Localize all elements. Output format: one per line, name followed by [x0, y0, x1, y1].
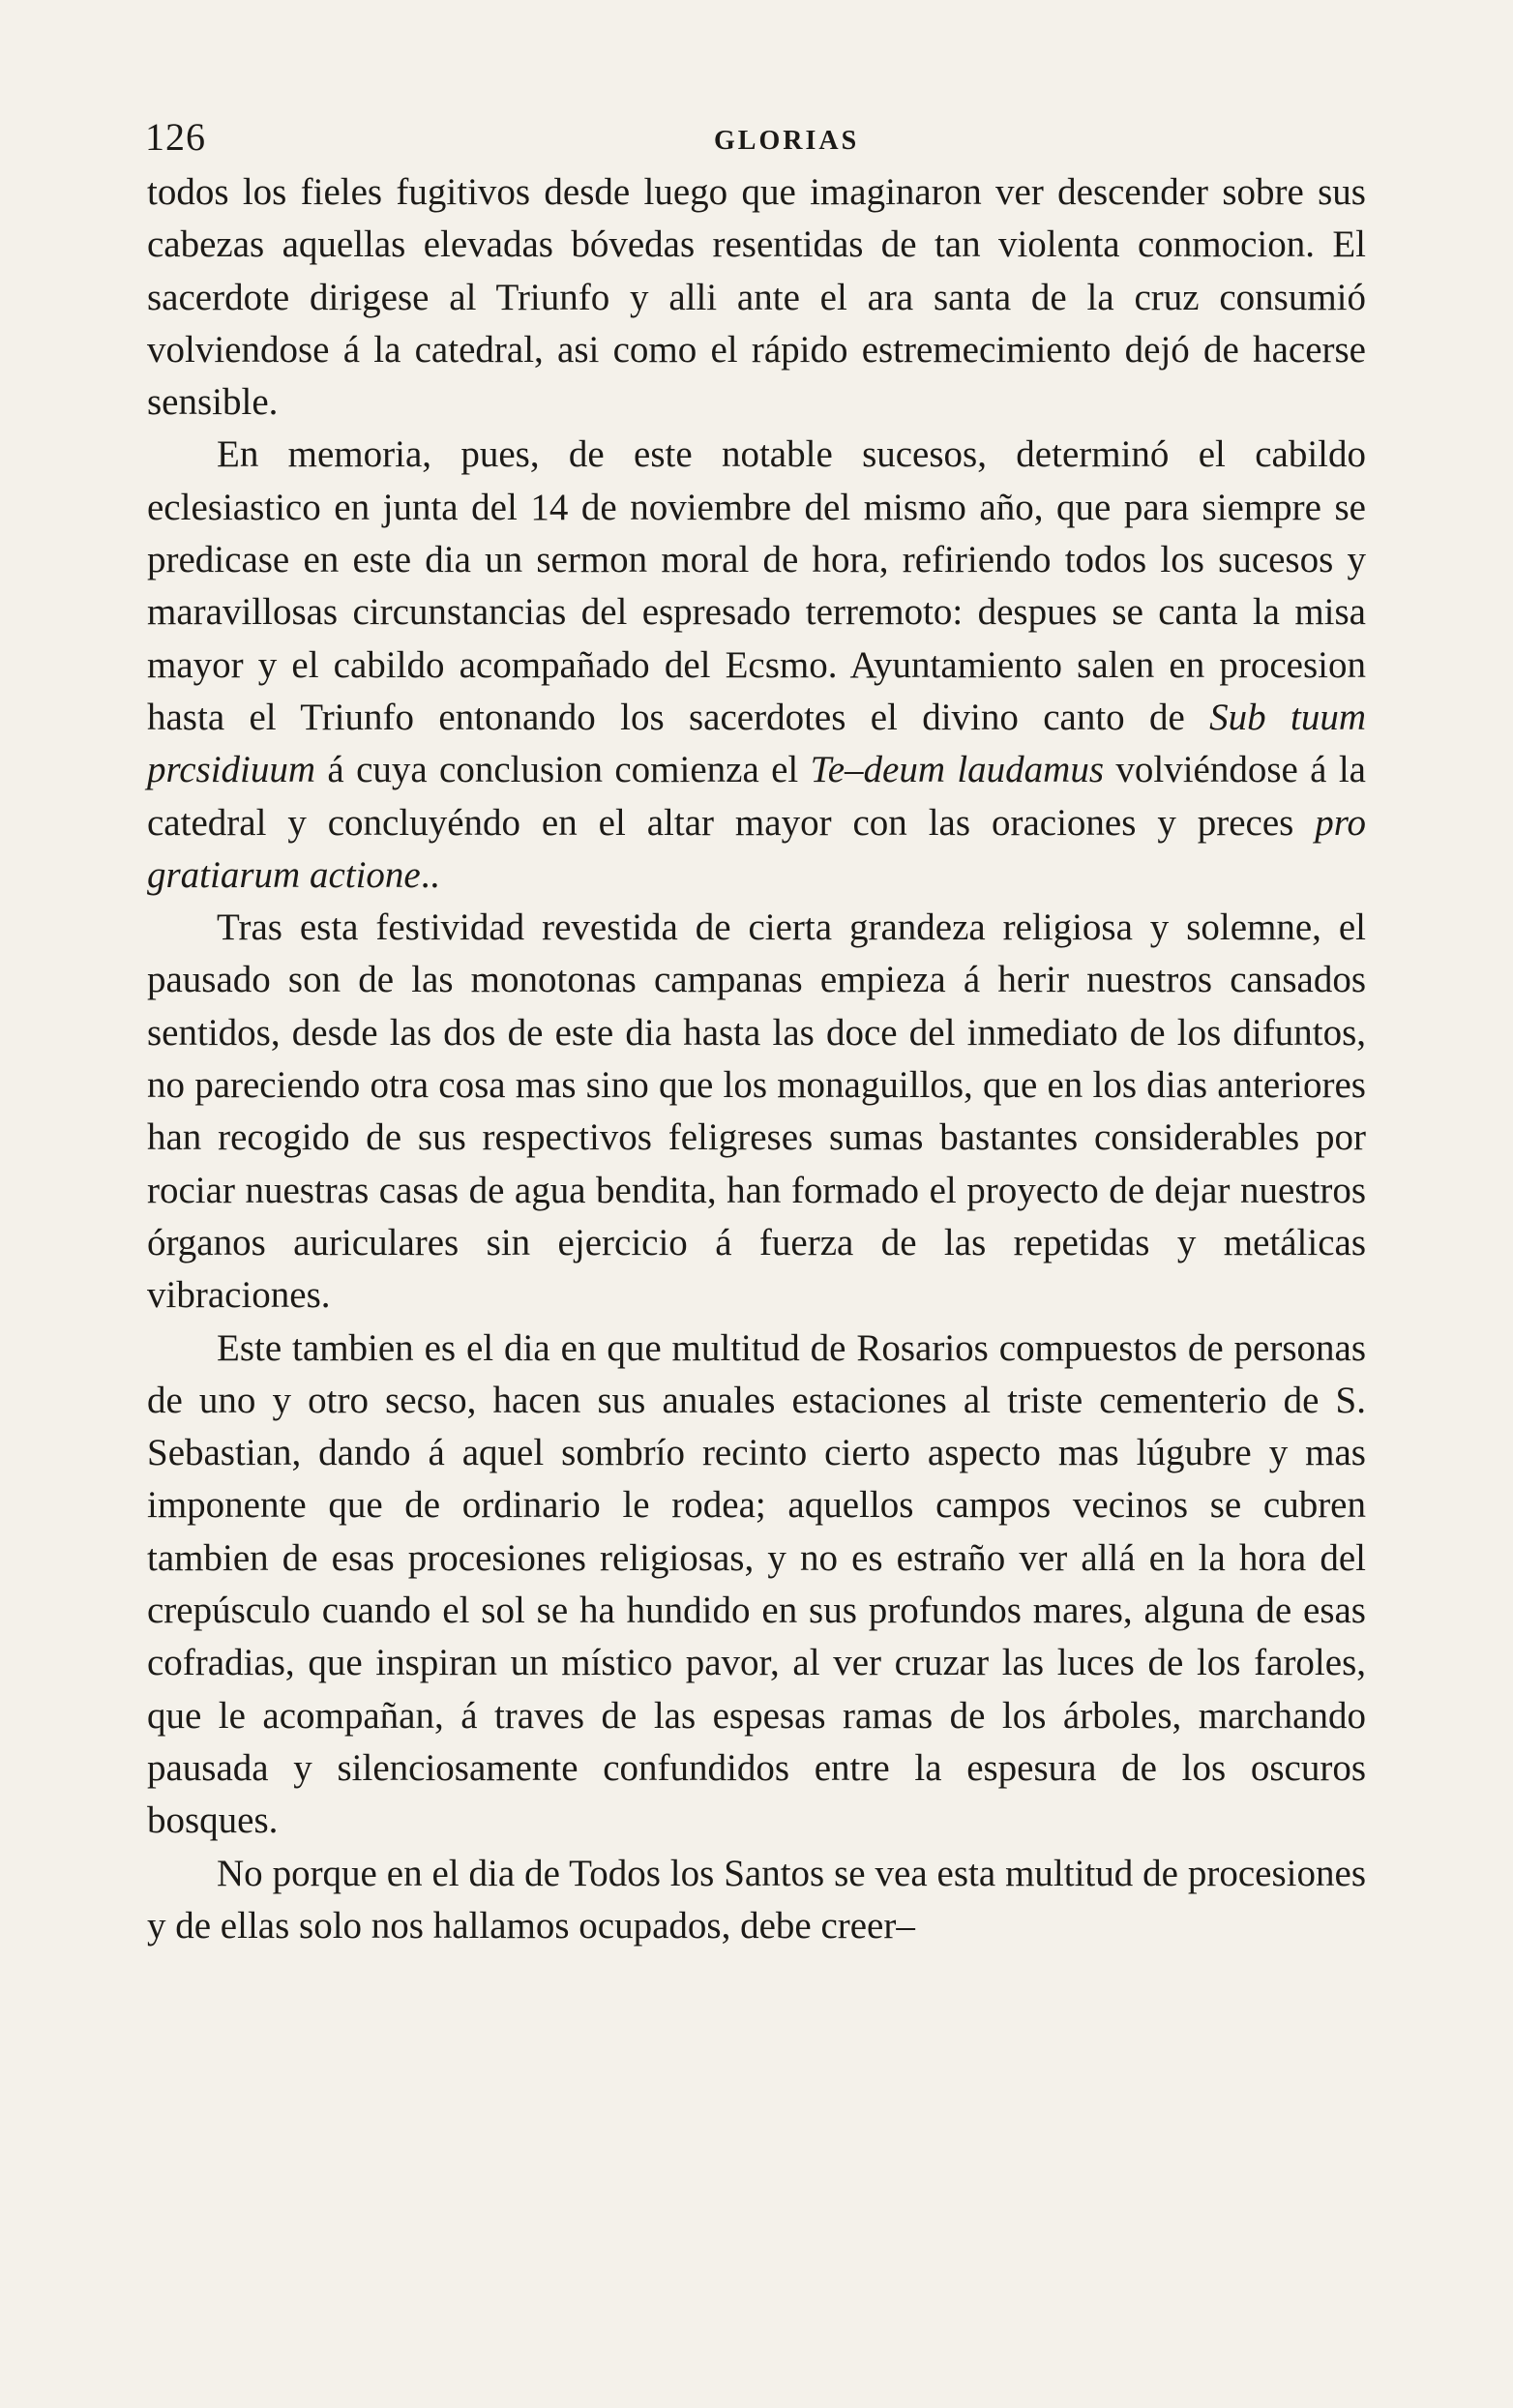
- body-text: [147, 166, 1366, 1952]
- running-head: [145, 114, 1364, 172]
- paragraph-1: todos los fieles fugitivos desde luego que imaginaron ver descender sobre sus cabezas aquellas elevadas bóvedas resentidas de tan violenta conmocion. El sacerdote dirigese al Triunfo y alli ante el ara santa de la cruz consumió volviendose á la catedral, asi como el rápido estremecimiento dejó de hacerse sensible.: [147, 171, 1366, 424]
- latin-phrase-pro-gratiarum: pro gratiarum actione: [147, 801, 1366, 896]
- page-number: 126: [145, 115, 206, 159]
- paragraph-5: No porque en el dia de Todos los Santos se vea esta multitud de procesiones y de ellas solo nos hallamos ocupados, debe creer–: [147, 1852, 1366, 1947]
- running-title: GLORIAS: [714, 126, 860, 156]
- paragraph-4: Este tambien es el dia en que multitud de Rosarios compuestos de personas de uno y otro secso, hacen sus anuales estaciones al triste cementerio de S. Sebastian, dando á aquel sombrío recinto cierto aspecto mas lúgubre y mas imponente que de ordinario le rodea; aquellos campos vecinos se cubren tambien de esas procesiones religiosas, y no es estraño ver allá en la hora del crepúsculo cuando el sol se ha hundido en sus profundos mares, alguna de esas cofradias, que inspiran un místico pavor, al ver cruzar las luces de los faroles, que le acompañan, á traves de las espesas ramas de los árboles, marchando pausada y silenciosamente confundidos entre la espesura de los oscuros bosques.: [147, 1326, 1366, 1842]
- paragraph-2: [147, 429, 1366, 902]
- paragraph-3: Tras esta festividad revestida de cierta grandeza religiosa y solemne, el pausado son de las monotonas campanas empieza á herir nuestros cansados sentidos, desde las dos de este dia hasta las doce del inmediato de los difuntos, no pareciendo otra cosa mas sino que los monaguillos, que en los dias anteriores han recogido de sus respectivos feligreses sumas bastantes considerables por rociar nuestras casas de agua bendita, han formado el proyecto de dejar nuestros órganos auriculares sin ejercicio á fuerza de las repetidas y metálicas vibraciones.: [147, 907, 1366, 1317]
- latin-phrase-te-deum: Te–deum laudamus: [810, 749, 1105, 791]
- latin-phrase-sub-tuum: Sub tuum prcsidiuum: [147, 696, 1366, 791]
- paragraph-2-text-4: ..: [420, 853, 440, 896]
- paragraph-2-text-2: á cuya conclusion comienza el: [315, 749, 811, 791]
- paragraph-2-text-1: En memoria, pues, de este notable sucesos, determinó el cabildo eclesiastico en junta del 14 de noviembre del mismo año, que para siempre se predicase en este dia un sermon moral de hora, refiriendo todos los sucesos y maravillosas circunstancias del espresado terremoto: despues se canta la misa mayor y el cabildo acompañado del Ecsmo. Ayuntamiento salen en procesion hasta el Triunfo entonando los sacerdotes el divino canto de: [147, 433, 1366, 738]
- paragraph-2-text-3: volviéndose á la catedral y concluyéndo en el altar mayor con las oraciones y preces: [147, 749, 1366, 844]
